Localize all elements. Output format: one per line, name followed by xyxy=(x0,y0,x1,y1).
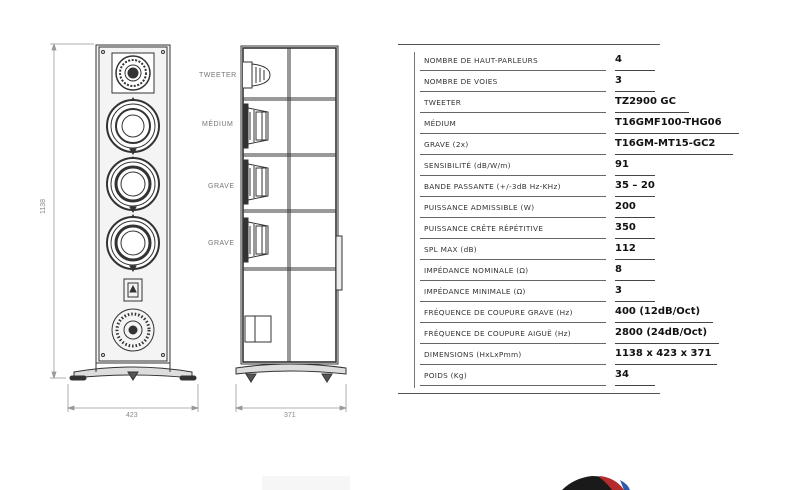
spec-table-bottom-line xyxy=(398,393,660,394)
cropped-product-image xyxy=(0,450,787,490)
spec-row xyxy=(398,92,758,113)
spec-label: MÉDIUM xyxy=(424,119,457,128)
spec-label: FRÉQUENCE DE COUPURE GRAVE (Hz) xyxy=(424,308,573,317)
speaker-technical-drawing xyxy=(0,0,400,430)
spec-value: 200 xyxy=(615,201,636,212)
spec-row xyxy=(398,218,758,239)
spec-label: SENSIBILITÉ (dB/W/m) xyxy=(424,161,511,170)
spec-value: 3 xyxy=(615,285,622,296)
spec-label: SPL MAX (dB) xyxy=(424,245,477,254)
spec-table-top-line xyxy=(398,44,660,45)
spec-value: 35 – 20 xyxy=(615,180,655,191)
spec-value-underline xyxy=(615,385,655,386)
front-view xyxy=(70,45,196,380)
spec-value: 91 xyxy=(615,159,629,170)
medium-side-drawing xyxy=(243,104,268,148)
woofer-2-drawing xyxy=(107,215,159,271)
spec-value: T16GM-MT15-GC2 xyxy=(615,138,716,149)
tweeter-drawing xyxy=(112,53,154,93)
spec-value: 34 xyxy=(615,369,629,380)
label-tweeter: TWEETER xyxy=(199,72,237,79)
depth-dimension-label: 371 xyxy=(284,412,296,419)
spec-label: POIDS (Kg) xyxy=(424,371,467,380)
spec-value: 112 xyxy=(615,243,636,254)
label-grave-1: GRAVE xyxy=(208,183,235,190)
width-dimension-line xyxy=(68,384,198,412)
spec-label: NOMBRE DE VOIES xyxy=(424,77,498,86)
spec-row xyxy=(398,176,758,197)
spec-value: T16GMF100-THG06 xyxy=(615,117,722,128)
spec-value: 4 xyxy=(615,54,622,65)
spec-row xyxy=(398,344,758,365)
spec-row xyxy=(398,281,758,302)
cropped-white-shape xyxy=(262,476,350,490)
spec-row xyxy=(398,302,758,323)
label-grave-2: GRAVE xyxy=(208,240,235,247)
spec-row xyxy=(398,155,758,176)
height-dimension-line xyxy=(50,44,94,378)
medium-driver-drawing xyxy=(107,98,159,154)
width-dimension-label: 423 xyxy=(126,412,138,419)
depth-dimension-line xyxy=(236,384,346,412)
side-view xyxy=(236,46,346,382)
woofer-1-drawing xyxy=(107,157,159,212)
spec-row xyxy=(398,113,758,134)
spec-label-underline xyxy=(420,385,606,386)
spec-label: BANDE PASSANTE (+/-3dB Hz-KHz) xyxy=(424,182,561,191)
spec-row xyxy=(398,134,758,155)
spec-value: 1138 x 423 x 371 xyxy=(615,348,712,359)
label-medium: MÉDIUM xyxy=(202,121,234,128)
spec-label: PUISSANCE CRÊTE RÉPÉTITIVE xyxy=(424,224,544,233)
spec-value: TZ2900 GC xyxy=(615,96,676,107)
spec-value: 350 xyxy=(615,222,636,233)
spec-label: NOMBRE DE HAUT-PARLEURS xyxy=(424,56,538,65)
spec-row xyxy=(398,197,758,218)
spec-row xyxy=(398,260,758,281)
spec-label: IMPÉDANCE MINIMALE (Ω) xyxy=(424,287,526,296)
height-dimension-label: 1138 xyxy=(40,198,47,214)
spec-row xyxy=(398,239,758,260)
spec-row xyxy=(398,71,758,92)
spec-label: FRÉQUENCE DE COUPURE AIGUË (Hz) xyxy=(424,329,571,338)
knob-drawing xyxy=(112,309,154,351)
spec-row xyxy=(398,50,758,71)
spec-value: 400 (12dB/Oct) xyxy=(615,306,701,317)
spec-label: PUISSANCE ADMISSIBLE (W) xyxy=(424,203,535,212)
woofer-2-side-drawing xyxy=(243,218,268,262)
spec-label: IMPÉDANCE NOMINALE (Ω) xyxy=(424,266,529,275)
woofer-1-side-drawing xyxy=(243,160,268,204)
spec-row xyxy=(398,323,758,344)
spec-value: 2800 (24dB/Oct) xyxy=(615,327,708,338)
spec-value: 3 xyxy=(615,75,622,86)
tweeter-side-drawing xyxy=(243,62,270,88)
spec-row xyxy=(398,365,758,386)
spec-label: TWEETER xyxy=(424,98,462,107)
spec-value: 8 xyxy=(615,264,622,275)
spec-label: GRAVE (2x) xyxy=(424,140,469,149)
spec-label: DIMENSIONS (HxLxPmm) xyxy=(424,350,522,359)
